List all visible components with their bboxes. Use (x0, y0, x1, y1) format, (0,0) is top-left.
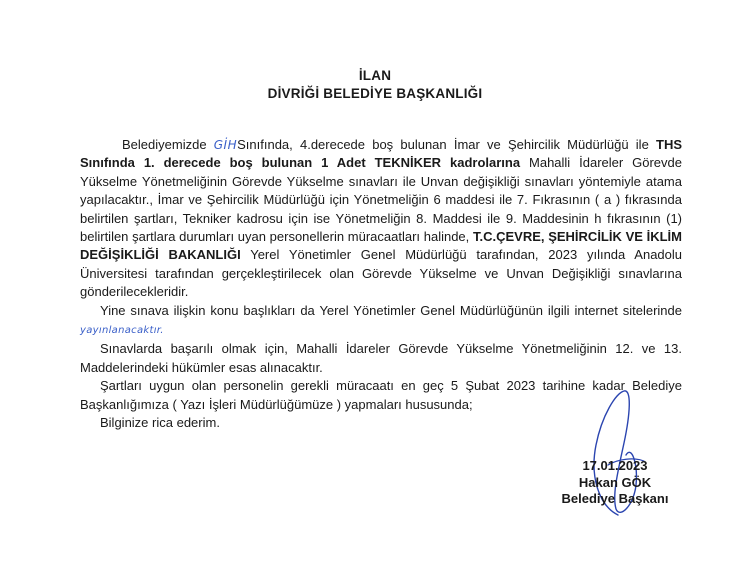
p1-text-1: Belediyemizde (122, 137, 214, 152)
handwritten-insert-gih: GİH (213, 138, 238, 152)
signatory-name: Hakan GÖK (578, 474, 652, 490)
paragraph-1 (80, 136, 682, 302)
p1-text-3: Mahalli İdareler Görevde Yükselme Yönetmeliğinin Görevde Yükselme sınavları ile Unvan değişikliği sınavları yöntemiyle atama yapılacaktır., İmar ve Şehircilik Müdürlüğü için Yönetmeliğin 6 maddesi ile 7. Fıkrasının ( a ) fıkrasında belirtilen şartları, Tekniker kadrosu için ise Yönetmeliğin 8. Maddesi ile 9. Maddesinin h fıkrasının (1) belirtilen şartlara durumları uyan personellerin müracaatları halinde, (80, 155, 682, 245)
document-title: İLAN (358, 68, 392, 83)
paragraph-4: Şartları uygun olan personelin gerekli müracaatı en geç 5 Şubat 2023 tarihine kadar Belediye Başkanlığımıza ( Yazı İşleri Müdürlüğümüze ) yapmaları hususunda; (80, 378, 682, 412)
p1-text-4: Yerel Yönetimler Genel Müdürlüğü tarafından, 2023 yılında Anadolu Üniversitesi tarafından gerçekleştirilecek olan Görevde Yükselme ve Unvan Değişikliği sınavlarına gönderilecekleridir. (80, 247, 683, 300)
paragraph-3: Sınavlarda başarılı olmak için, Mahalli İdareler Görevde Yükselme Yönetmeliğinin 12. ve 13. Maddelerindeki hükümler esas alınacaktır. (80, 341, 682, 375)
p1-text-2: Sınıfında, 4.derecede boş bulunan İmar ve Şehircilik Müdürlüğü ile (237, 137, 656, 152)
signature-date: 17.01.2023 (582, 458, 648, 473)
paragraph-2 (80, 302, 682, 341)
p1-bold-2: T.C.ÇEVRE, ŞEHİRCİLİK VE İKLİM DEĞİŞİKLİĞİ BAKANLIĞI (80, 229, 682, 263)
document-subtitle: DİVRİĞİ BELEDİYE BAŞKANLIĞI (267, 86, 483, 101)
paragraph-5: Bilginize rica ederim. (100, 415, 220, 431)
signatory-title: Belediye Başkanı (561, 491, 669, 506)
handwritten-insert-yayinlanacaktir: yayınlanacaktır. (80, 325, 164, 337)
p1-bold-1: THS Sınıfında 1. derecede boş bulunan 1 Adet TEKNİKER kadrolarına (80, 137, 682, 171)
p2-text-1: Yine sınava ilişkin konu başlıkları da Yerel Yönetimler Genel Müdürlüğünün ilgili internet sitelerinde (100, 302, 682, 318)
signature-block (540, 458, 690, 508)
